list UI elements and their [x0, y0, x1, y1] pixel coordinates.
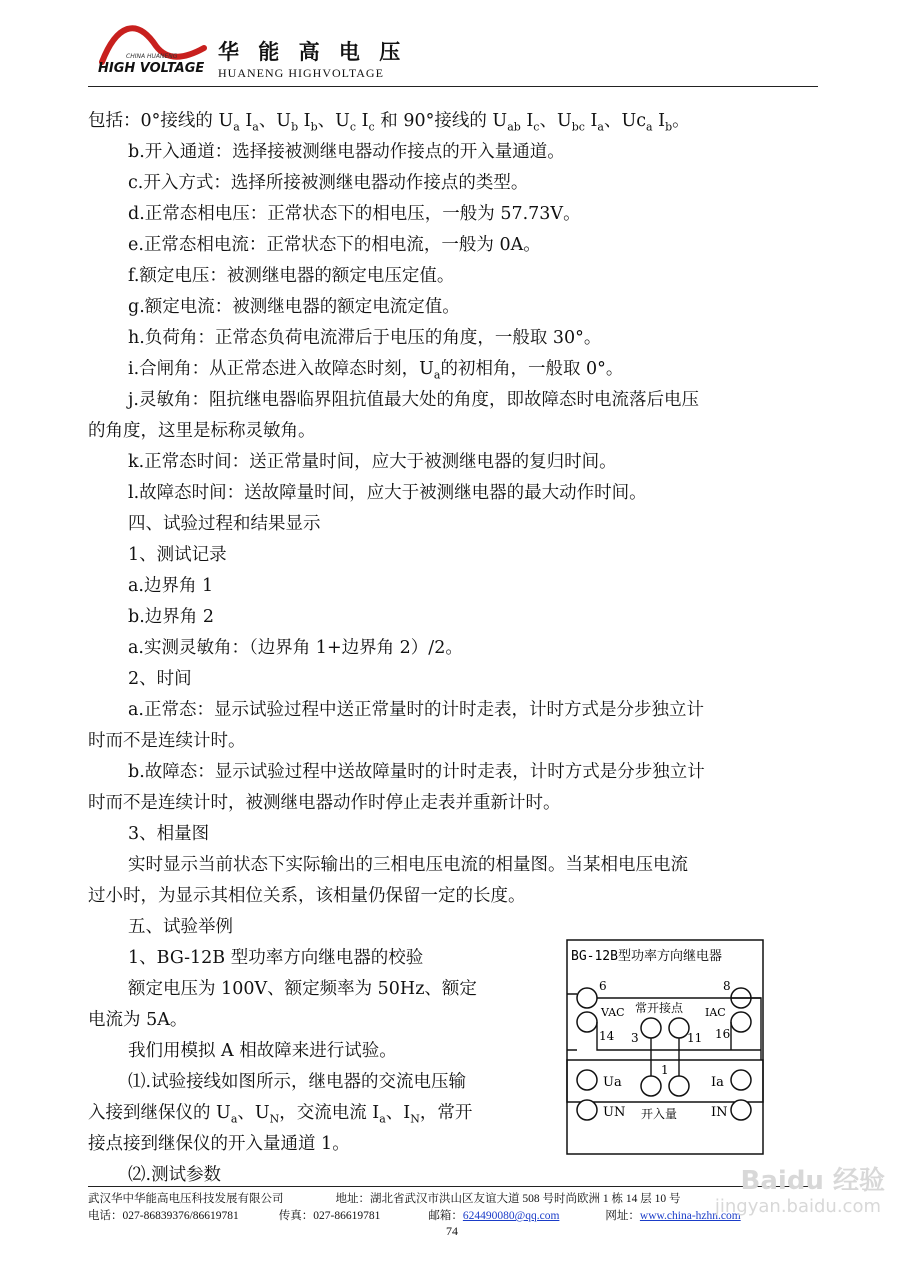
label-ua: Ua — [603, 1075, 622, 1090]
paragraph-line: ⑵.测试参数 — [128, 1165, 222, 1185]
paragraph-line: b.边界角 2 — [128, 607, 214, 627]
terminal-ia — [731, 1070, 751, 1090]
header-rule — [88, 86, 818, 87]
paragraph-line: h.负荷角：正常态负荷电流滞后于电压的角度，一般取 30°。 — [128, 328, 602, 348]
paragraph-line: e.正常态相电流：正常状态下的相电流，一般为 0A。 — [128, 235, 541, 255]
subsection-heading: 2、时间 — [128, 669, 192, 689]
paragraph-line: k.正常态时间：送正常量时间，应大于被测继电器的复归时间。 — [128, 452, 617, 472]
paragraph-line: 入接到继保仪的 $U_a$、$U_N$，交流电流 $I_a$、$I_N$，常开 — [88, 1103, 473, 1126]
terminal-input-b — [669, 1076, 689, 1096]
paragraph-line: 接点接到继保仪的开入量通道 1。 — [88, 1134, 350, 1154]
paragraph-line: 包括：0°接线的 $U_a$ $I_a$、$U_b$ $I_b$、$U_c$ $I_c$ 和 90°接线的 $U_{ab}$ $I_c$、$U_{bc}$ $I_a$、$Uc_a$ $I_b$。 — [88, 111, 690, 134]
footer-rule — [88, 1186, 818, 1187]
label-ia: Ia — [711, 1075, 724, 1090]
footer-line-1 — [88, 1190, 681, 1206]
section-heading: 五、试验举例 — [128, 917, 233, 937]
page-number: 74 — [446, 1224, 458, 1238]
paragraph-line: 时而不是连续计时，被测继电器动作时停止走表并重新计时。 — [88, 793, 561, 813]
paragraph-line: j.灵敏角：阻抗继电器临界阻抗值最大处的角度，即故障态时电流落后电压 — [128, 390, 699, 410]
label-11: 11 — [687, 1031, 703, 1045]
paragraph-line: 时而不是连续计时。 — [88, 731, 246, 751]
page-header — [0, 0, 905, 88]
terminal-ua — [577, 1070, 597, 1090]
paragraph-line: 过小时，为显示其相位关系，该相量仍保留一定的长度。 — [88, 886, 526, 906]
terminal-11 — [669, 1018, 689, 1038]
label-vac: VAC — [601, 1006, 625, 1019]
paragraph-line: b.开入通道：选择接被测继电器动作接点的开入量通道。 — [128, 142, 565, 162]
terminal-6 — [577, 988, 597, 1008]
logo-sub-text: CHINA HUANENG — [126, 53, 178, 60]
paragraph-line: b.故障态：显示试验过程中送故障量时的计时走表，计时方式是分步独立计 — [128, 762, 705, 782]
logo-text: HIGH VOLTAGE — [98, 61, 205, 76]
paragraph-line: a.实测灵敏角：（边界角 1+边界角 2）/2。 — [128, 638, 463, 658]
brand-chinese: 华 能 高 电 压 — [218, 40, 407, 64]
label-3: 3 — [631, 1031, 639, 1045]
terminal-3 — [641, 1018, 661, 1038]
terminal-un — [577, 1100, 597, 1120]
footer-address: 地址：湖北省武汉市洪山区友谊大道 508 号时尚欧洲 1 栋 14 层 10 号 — [335, 1193, 681, 1205]
footer-email-link[interactable]: 624490080@qq.com — [462, 1210, 560, 1222]
label-6: 6 — [599, 979, 607, 993]
paragraph-line: f.额定电压：被测继电器的额定电压定值。 — [128, 266, 455, 286]
watermark-url: jingyan.baidu.com — [714, 1196, 881, 1217]
terminal-in — [731, 1100, 751, 1120]
paragraph-line: i.合闸角：从正常态进入故障态时刻，$U_a$的初相角，一般取 0°。 — [128, 359, 624, 382]
label-16: 16 — [715, 1027, 731, 1041]
footer-fax: 传真：027-86619781 — [278, 1210, 381, 1222]
paragraph-line: a.边界角 1 — [128, 576, 214, 596]
label-iac: IAC — [705, 1006, 726, 1019]
subsection-heading: 1、测试记录 — [128, 545, 227, 565]
label-14: 14 — [599, 1029, 615, 1043]
paragraph-line: c.开入方式：选择所接被测继电器动作接点的类型。 — [128, 173, 529, 193]
label-kairu: 开入量 — [641, 1107, 678, 1121]
section-heading: 四、试验过程和结果显示 — [128, 514, 321, 534]
paragraph-line: g.额定电流：被测继电器的额定电流定值。 — [128, 297, 460, 317]
label-1: 1 — [661, 1063, 669, 1077]
watermark-logo: Baidu 经验 — [740, 1166, 885, 1196]
brand-english: HUANENG HIGHVOLTAGE — [218, 66, 384, 80]
paragraph-line: l.故障态时间：送故障量时间，应大于被测继电器的最大动作时间。 — [128, 483, 647, 503]
footer-line-2: 电话：027-86839376/86619781 传真：027-86619781 邮箱：624490080@qq.com 网址：www.china-hzhn.com — [88, 1210, 741, 1222]
terminal-input-a — [641, 1076, 661, 1096]
subsection-heading: 3、相量图 — [128, 824, 210, 844]
label-8: 8 — [723, 979, 731, 993]
company-logo — [96, 18, 214, 78]
footer-company: 武汉华中华能高电压科技发展有限公司 — [88, 1193, 284, 1205]
diagram-title: BG-12B型功率方向继电器 — [571, 949, 722, 964]
paragraph-line: 额定电压为 100V、额定频率为 50Hz、额定 — [128, 979, 477, 999]
footer-web-link[interactable]: www.china-hzhn.com — [639, 1210, 741, 1222]
label-un: UN — [603, 1105, 626, 1120]
paragraph-line: a.正常态：显示试验过程中送正常量时的计时走表，计时方式是分步独立计 — [128, 700, 704, 720]
subsection-heading: 1、BG-12B 型功率方向继电器的校验 — [128, 948, 424, 968]
paragraph-line: ⑴.试验接线如图所示，继电器的交流电压输 — [128, 1072, 467, 1092]
paragraph-line: 电流为 5A。 — [88, 1010, 188, 1030]
label-contact: 常开接点 — [635, 1001, 684, 1015]
paragraph-line: 的角度，这里是标称灵敏角。 — [88, 421, 316, 441]
terminal-14 — [577, 1012, 597, 1032]
paragraph-line: 我们用模拟 A 相故障来进行试验。 — [128, 1041, 397, 1061]
paragraph-line: 实时显示当前状态下实际输出的三相电压电流的相量图。当某相电压电流 — [128, 855, 688, 875]
label-in: IN — [711, 1105, 728, 1120]
wiring-diagram — [555, 938, 773, 1158]
terminal-16 — [731, 1012, 751, 1032]
footer-phone: 电话：027-86839376/86619781 — [88, 1210, 239, 1222]
paragraph-line: d.正常态相电压：正常状态下的相电压，一般为 57.73V。 — [128, 204, 581, 224]
